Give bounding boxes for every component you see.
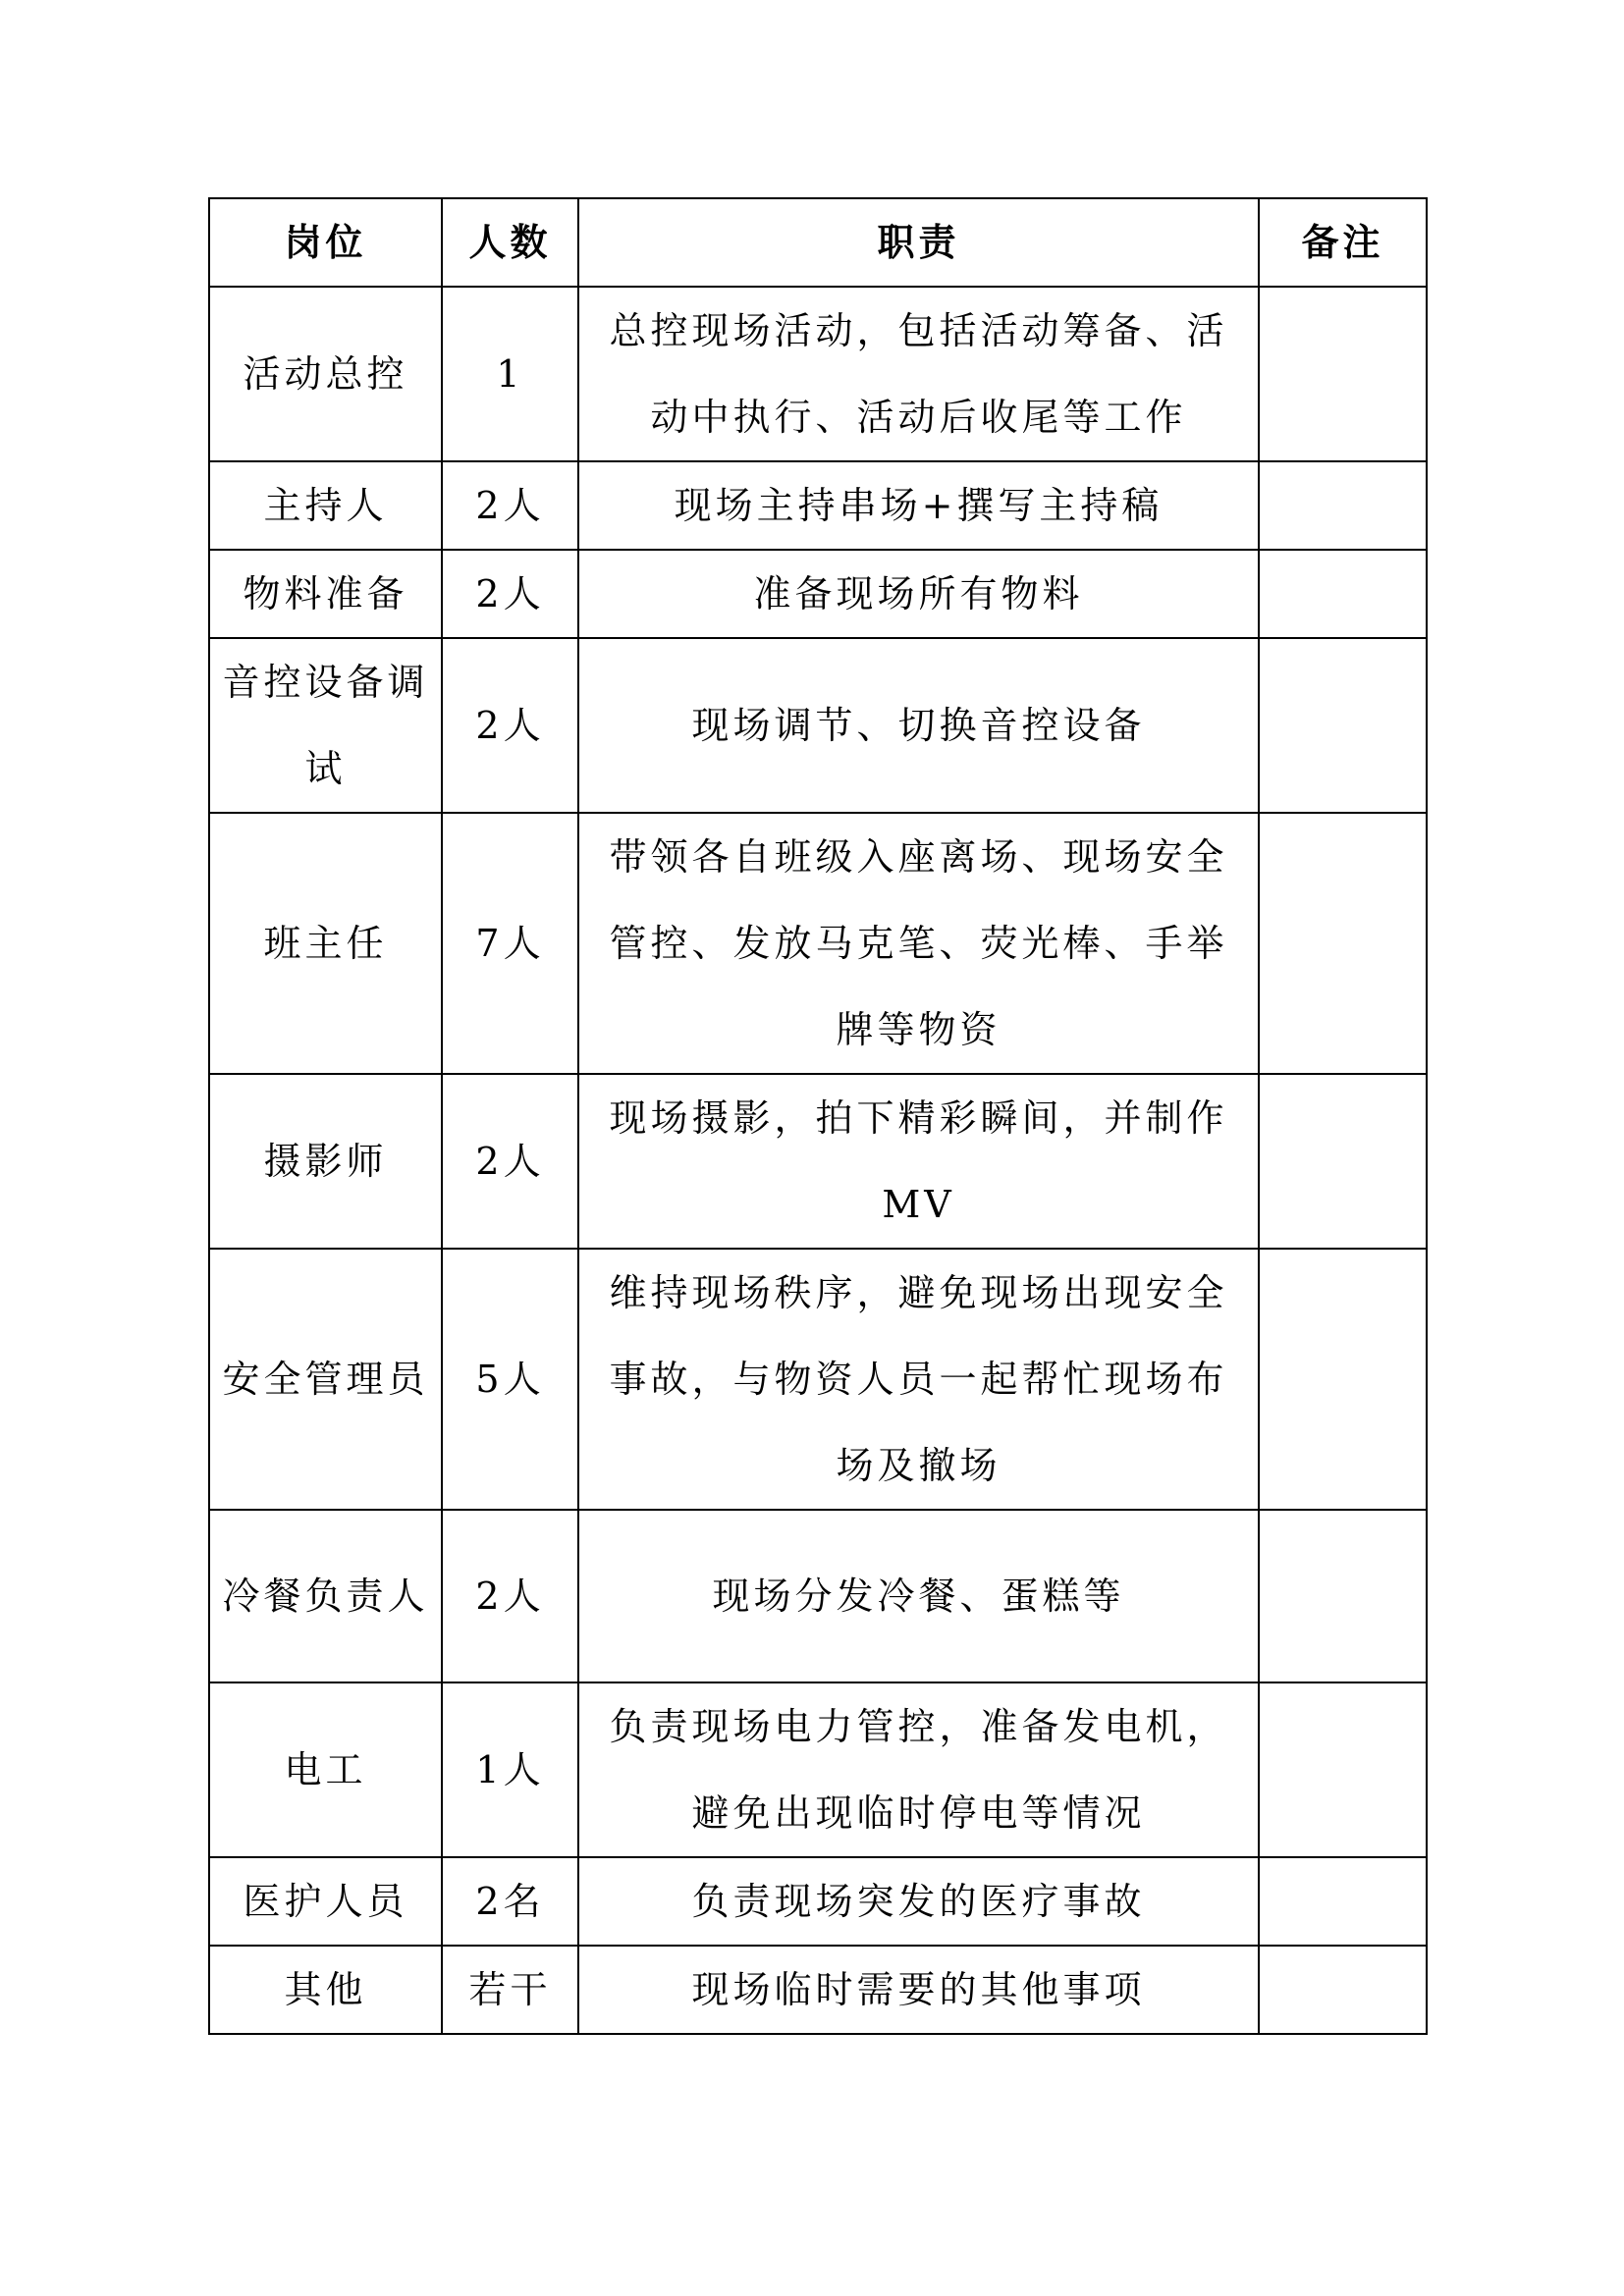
note-cell [1259,638,1427,813]
count-cell: 1人 [442,1682,578,1857]
role-cell: 电工 [209,1682,442,1857]
header-role: 岗位 [209,198,442,287]
table-row [209,550,1427,638]
staff-duty-table [208,197,1428,2035]
note-cell [1259,1249,1427,1510]
count-cell: 若干 [442,1946,578,2034]
table-row [209,1857,1427,1946]
role-cell: 其他 [209,1946,442,2034]
table-row [209,1946,1427,2034]
count-cell: 2人 [442,550,578,638]
table-row [209,638,1427,813]
duty-cell: 现场主持串场+撰写主持稿 [578,461,1259,550]
duty-cell: 现场摄影，拍下精彩瞬间，并制作MV [578,1074,1259,1249]
note-cell [1259,1682,1427,1857]
note-cell [1259,813,1427,1074]
duty-cell: 负责现场突发的医疗事故 [578,1857,1259,1946]
table-row [209,813,1427,1074]
table-row [209,287,1427,461]
role-cell: 班主任 [209,813,442,1074]
note-cell [1259,461,1427,550]
table-row [209,461,1427,550]
table-row [209,1510,1427,1682]
count-cell: 2人 [442,1074,578,1249]
role-cell: 医护人员 [209,1857,442,1946]
note-cell [1259,1074,1427,1249]
table-row [209,1249,1427,1510]
role-cell: 冷餐负责人 [209,1510,442,1682]
note-cell [1259,550,1427,638]
duty-cell: 现场调节、切换音控设备 [578,638,1259,813]
note-cell [1259,1510,1427,1682]
table-header-row [209,198,1427,287]
duty-cell: 现场临时需要的其他事项 [578,1946,1259,2034]
duty-cell: 现场分发冷餐、蛋糕等 [578,1510,1259,1682]
role-cell: 摄影师 [209,1074,442,1249]
role-cell: 主持人 [209,461,442,550]
header-duty: 职责 [578,198,1259,287]
count-cell: 1 [442,287,578,461]
count-cell: 2名 [442,1857,578,1946]
header-note: 备注 [1259,198,1427,287]
role-cell: 活动总控 [209,287,442,461]
role-cell: 物料准备 [209,550,442,638]
note-cell [1259,287,1427,461]
note-cell [1259,1946,1427,2034]
count-cell: 7人 [442,813,578,1074]
duty-cell: 带领各自班级入座离场、现场安全管控、发放马克笔、荧光棒、手举牌等物资 [578,813,1259,1074]
count-cell: 5人 [442,1249,578,1510]
duty-cell: 总控现场活动，包括活动筹备、活动中执行、活动后收尾等工作 [578,287,1259,461]
role-cell: 音控设备调试 [209,638,442,813]
table-row [209,1074,1427,1249]
note-cell [1259,1857,1427,1946]
duty-cell: 负责现场电力管控，准备发电机，避免出现临时停电等情况 [578,1682,1259,1857]
header-count: 人数 [442,198,578,287]
duty-cell: 准备现场所有物料 [578,550,1259,638]
count-cell: 2人 [442,461,578,550]
count-cell: 2人 [442,638,578,813]
count-cell: 2人 [442,1510,578,1682]
duty-cell: 维持现场秩序，避免现场出现安全事故，与物资人员一起帮忙现场布场及撤场 [578,1249,1259,1510]
table-row [209,1682,1427,1857]
role-cell: 安全管理员 [209,1249,442,1510]
